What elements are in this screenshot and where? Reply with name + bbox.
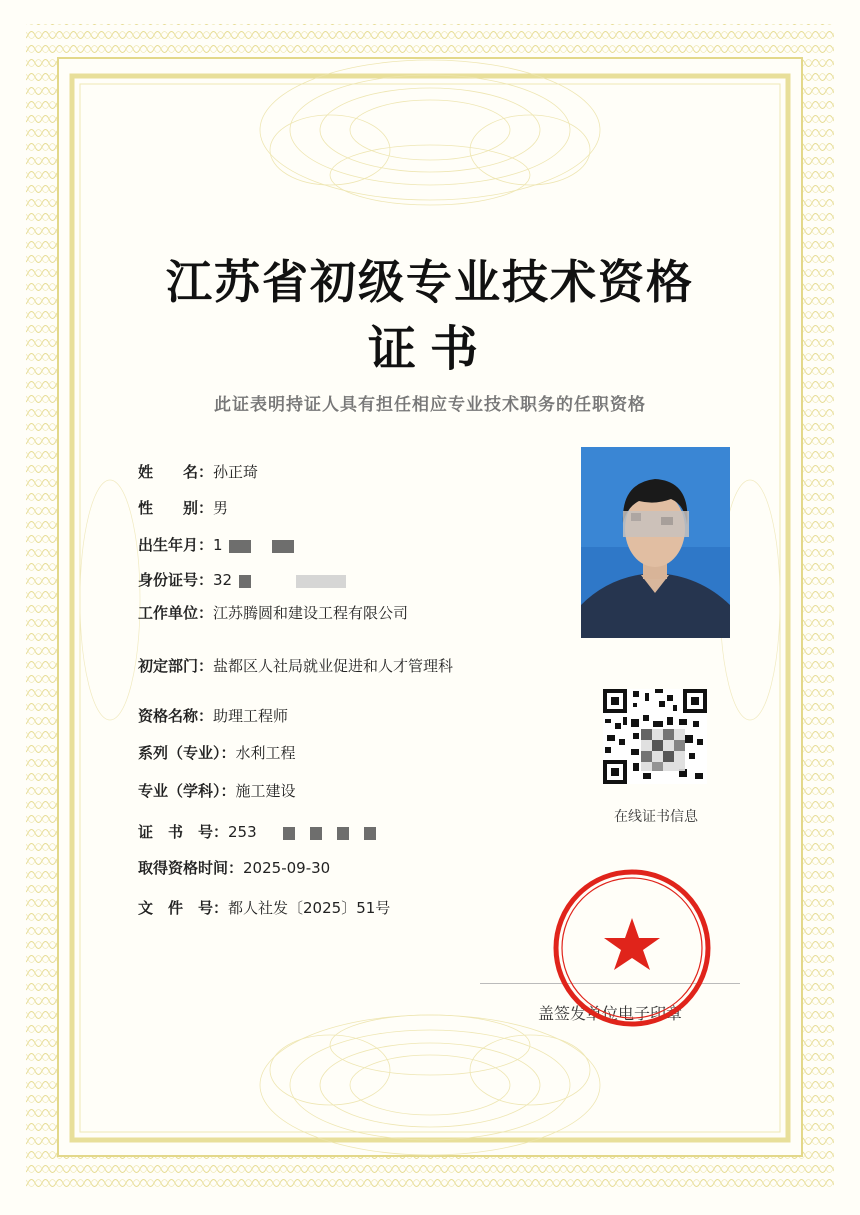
field-label: 取得资格时间： bbox=[138, 859, 244, 877]
field-id-number bbox=[138, 569, 346, 590]
qr-caption: 在线证书信息 bbox=[614, 809, 698, 825]
redaction-block bbox=[296, 575, 346, 588]
field-gender bbox=[138, 497, 228, 518]
redaction-block bbox=[239, 575, 251, 588]
field-qualification bbox=[138, 705, 288, 726]
official-seal bbox=[552, 868, 712, 1028]
field-label: 系列（专业）： bbox=[138, 744, 236, 762]
certificate-subtitle: 此证表明持证人具有担任相应专业技术职务的任职资格 bbox=[214, 395, 646, 415]
redaction-block bbox=[364, 827, 376, 840]
issuer-note: 盖签发单位电子印章 bbox=[538, 1004, 683, 1023]
field-employer bbox=[138, 602, 408, 623]
field-value: 施工建设 bbox=[235, 782, 296, 800]
redaction-block bbox=[272, 540, 294, 553]
certificate-title: 江苏省初级专业技术资格 bbox=[166, 255, 694, 309]
certificate-title-line2: 证书 bbox=[367, 321, 492, 377]
field-value: 都人社发〔2025〕51号 bbox=[228, 899, 391, 917]
redaction-block bbox=[310, 827, 322, 840]
field-value: 助理工程师 bbox=[213, 707, 289, 725]
qr-code[interactable] bbox=[603, 689, 707, 784]
field-series bbox=[138, 742, 296, 763]
redaction-block bbox=[283, 827, 295, 840]
field-value: 盐都区人社局就业促进和人才管理科 bbox=[213, 657, 454, 675]
field-label: 初定部门： bbox=[138, 657, 214, 675]
field-value: 32 bbox=[213, 571, 233, 589]
field-label: 出生年月： bbox=[138, 536, 214, 554]
field-label: 身份证号： bbox=[138, 571, 214, 589]
field-value: 2025-09-30 bbox=[243, 859, 331, 877]
field-label: 性 别： bbox=[138, 499, 214, 517]
field-value: 水利工程 bbox=[235, 744, 296, 762]
field-birth bbox=[138, 534, 294, 555]
field-value: 孙正琦 bbox=[213, 463, 259, 481]
field-label: 专业（学科）： bbox=[138, 782, 236, 800]
field-value: 江苏腾圆和建设工程有限公司 bbox=[213, 604, 409, 622]
redaction-block bbox=[337, 827, 349, 840]
redaction-block bbox=[229, 540, 251, 553]
field-qualification-date bbox=[138, 857, 330, 878]
field-label: 文 件 号： bbox=[138, 899, 229, 917]
field-department bbox=[138, 655, 453, 676]
field-discipline bbox=[138, 780, 296, 801]
holder-photo bbox=[581, 447, 730, 638]
field-label: 资格名称： bbox=[138, 707, 214, 725]
field-certificate-number bbox=[138, 821, 376, 842]
field-document-number bbox=[138, 897, 390, 918]
field-value: 男 bbox=[213, 499, 229, 517]
field-label: 姓 名： bbox=[138, 463, 214, 481]
field-value: 253 bbox=[228, 823, 257, 841]
field-name bbox=[138, 461, 258, 482]
field-value: 1 bbox=[213, 536, 223, 554]
field-label: 证 书 号： bbox=[138, 823, 229, 841]
field-label: 工作单位： bbox=[138, 604, 214, 622]
